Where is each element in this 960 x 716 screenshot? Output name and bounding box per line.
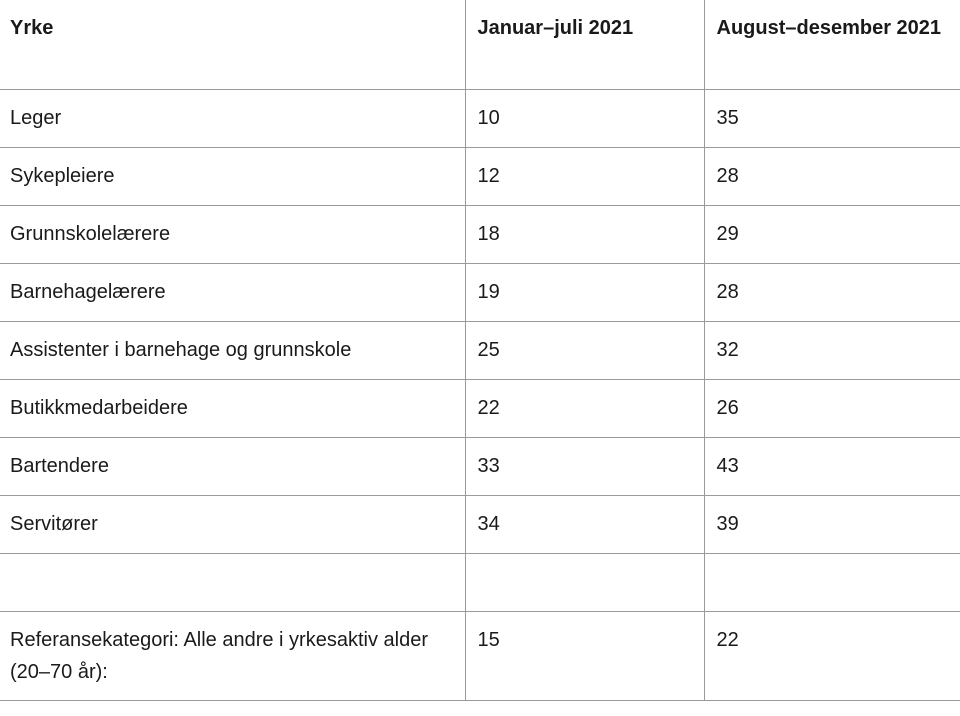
cell-aug-dec: 35 — [704, 89, 960, 147]
cell-jan-jul — [465, 553, 704, 611]
cell-jan-jul: 10 — [465, 89, 704, 147]
cell-jan-jul: 19 — [465, 263, 704, 321]
table-row — [0, 263, 960, 321]
cell-aug-dec — [704, 553, 960, 611]
table-row — [0, 89, 960, 147]
cell-occupation: Sykepleiere — [0, 147, 465, 205]
table-row — [0, 379, 960, 437]
cell-occupation — [0, 553, 465, 611]
cell-jan-jul: 22 — [465, 379, 704, 437]
cell-aug-dec: 29 — [704, 205, 960, 263]
cell-jan-jul: 25 — [465, 321, 704, 379]
cell-aug-dec: 22 — [704, 611, 960, 700]
header-occupation: Yrke — [0, 0, 465, 89]
table-row-empty — [0, 553, 960, 611]
table-row — [0, 205, 960, 263]
cell-aug-dec: 43 — [704, 437, 960, 495]
cell-occupation: Bartendere — [0, 437, 465, 495]
cell-occupation: Leger — [0, 89, 465, 147]
cell-jan-jul: 18 — [465, 205, 704, 263]
cell-aug-dec: 28 — [704, 263, 960, 321]
cell-jan-jul: 15 — [465, 611, 704, 700]
cell-occupation: Grunnskolelærere — [0, 205, 465, 263]
cell-occupation: Barnehagelærere — [0, 263, 465, 321]
header-jan-jul-2021: Januar–juli 2021 — [465, 0, 704, 89]
cell-aug-dec: 32 — [704, 321, 960, 379]
table-row — [0, 147, 960, 205]
cell-occupation: Servitører — [0, 495, 465, 553]
table-row-reference — [0, 611, 960, 700]
cell-aug-dec: 39 — [704, 495, 960, 553]
cell-jan-jul: 34 — [465, 495, 704, 553]
cell-occupation: Assistenter i barnehage og grunnskole — [0, 321, 465, 379]
cell-jan-jul: 33 — [465, 437, 704, 495]
table-row — [0, 437, 960, 495]
cell-occupation: Butikkmedarbeidere — [0, 379, 465, 437]
table-row — [0, 495, 960, 553]
cell-occupation: Referansekategori: Alle andre i yrkesaktiv alder (20–70 år): — [0, 611, 465, 700]
table-header-row — [0, 0, 960, 89]
cell-aug-dec: 26 — [704, 379, 960, 437]
cell-jan-jul: 12 — [465, 147, 704, 205]
cell-aug-dec: 28 — [704, 147, 960, 205]
header-aug-dec-2021: August–desember 2021 — [704, 0, 960, 89]
table-row — [0, 321, 960, 379]
